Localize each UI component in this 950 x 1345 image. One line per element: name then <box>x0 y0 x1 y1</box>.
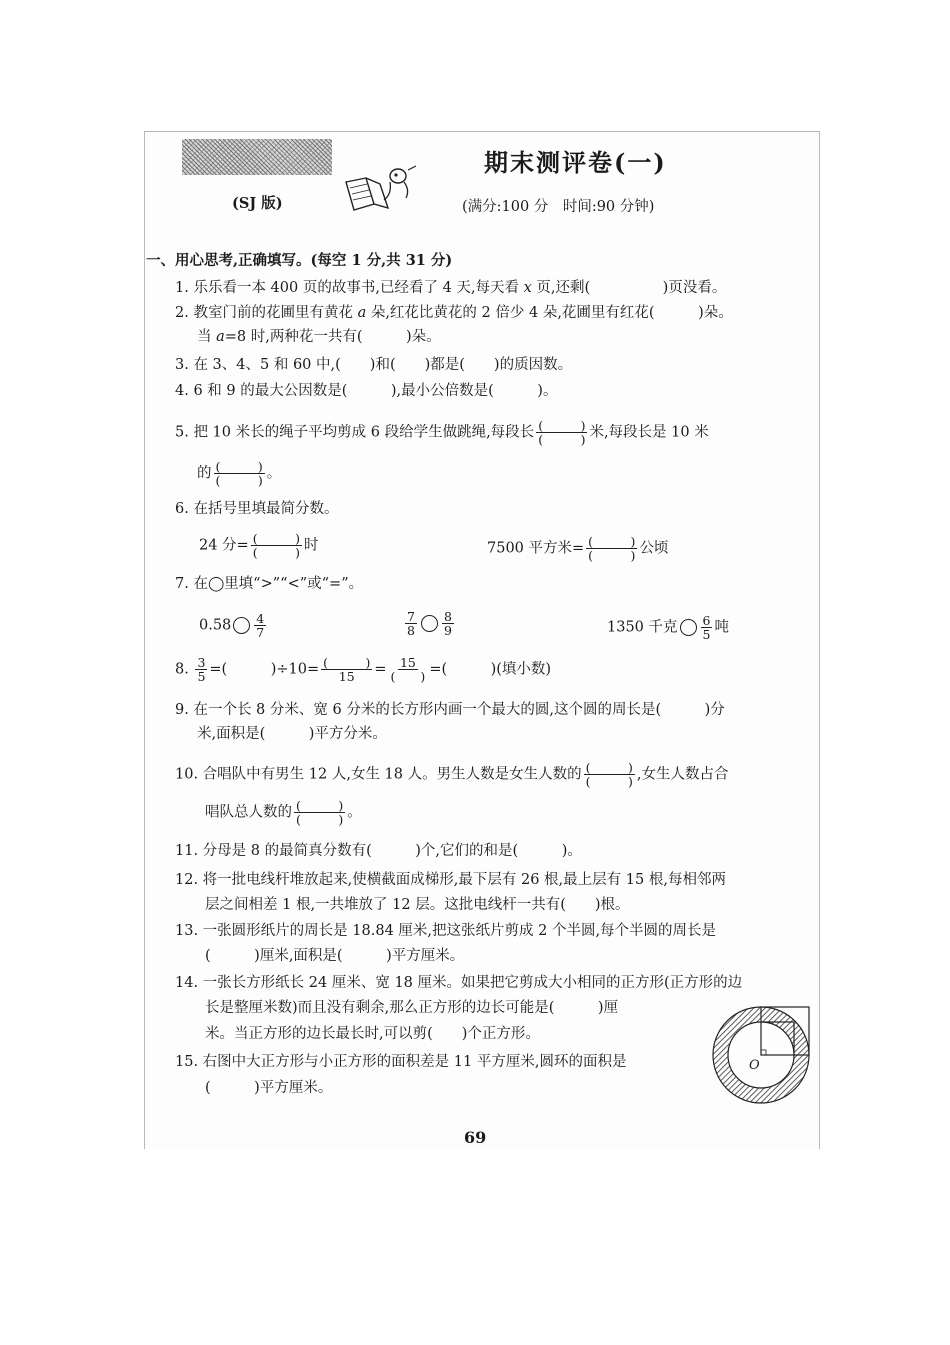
question-4: 4. 6 和 9 的最大公因数是( ),最小公倍数是( )。 <box>175 383 558 399</box>
question-5: 5. 把 10 米长的绳子平均剪成 6 段给学生做跳绳,每段长 $\frac{( )}{( )}$ 米,每段长是 10 米 <box>175 418 709 447</box>
question-6-a: 24 分= $\frac{( )}{( )}$ 时 <box>199 531 319 560</box>
question-9: 9. 在一个长 8 分米、宽 6 分米的长方形内画一个最大的圆,这个圆的周长是( )分 <box>175 702 725 718</box>
question-14: 14. 一张长方形纸长 24 厘米、宽 18 厘米。如果把它剪成大小相同的正方形(正方形的边 <box>175 975 743 991</box>
score-time-info: (满分:100 分 时间:90 分钟) <box>462 199 655 215</box>
compare-circle <box>421 615 438 632</box>
question-5-line-2: 的 $\frac{( )}{( )}$ 。 <box>197 459 282 488</box>
question-2: 2. 教室门前的花圃里有黄花 a 朵,红花比黄花的 2 倍少 4 朵,花圃里有红花( )朵。 <box>175 305 733 321</box>
question-6: 6. 在括号里填最简分数。 <box>175 501 339 517</box>
ring-square-figure <box>711 1005 811 1105</box>
question-13: 13. 一张圆形纸片的周长是 18.84 厘米,把这张纸片剪成 2 个半圆,每个半圆的周长是 <box>175 923 717 939</box>
question-8: 8. $\frac{3}{5}$ =( )÷10= $\frac{( )}{15}$ = $\frac{15}{( )}$ =( )(填小数) <box>175 655 552 684</box>
question-12-line-2: 层之间相差 1 根,一共堆放了 12 层。这批电线杆一共有( )根。 <box>205 897 630 913</box>
question-10-line-2: 唱队总人数的 $\frac{( )}{( )}$ 。 <box>205 798 362 827</box>
edition-label: (SJ 版) <box>232 195 283 212</box>
question-14-line-2: 长是整厘米数)而且没有剩余,那么正方形的边长可能是( )厘 <box>205 1000 619 1016</box>
question-3: 3. 在 3、4、5 和 60 中,( )和( )都是( )的质因数。 <box>175 357 573 373</box>
question-7-item-3: 1350 千克 $\frac{6}{5}$ 吨 <box>607 613 729 642</box>
question-11: 11. 分母是 8 的最简真分数有( )个,它们的和是( )。 <box>175 843 582 859</box>
page-number: 69 <box>464 1128 487 1147</box>
question-9-line-2: 米,面积是( )平方分米。 <box>197 726 387 742</box>
question-13-line-2: ( )厘米,面积是( )平方厘米。 <box>205 948 465 964</box>
book-reading-icon <box>340 164 420 216</box>
question-12: 12. 将一批电线杆堆放起来,使横截面成梯形,最下层有 26 根,最上层有 15 根,每相邻两 <box>175 872 726 888</box>
question-10: 10. 合唱队中有男生 12 人,女生 18 人。男生人数是女生人数的 $\frac{( )}{( )}$ ,女生人数占合 <box>175 760 729 789</box>
question-2-line-2: 当 a=8 时,两种花一共有( )朵。 <box>197 329 441 345</box>
question-7-item-2: $\frac{7}{8}$ $\frac{8}{9}$ <box>407 609 452 638</box>
center-label: O <box>749 1058 760 1073</box>
question-6-b: 7500 平方米= $\frac{( )}{( )}$ 公顷 <box>487 534 669 563</box>
compare-circle <box>233 617 250 634</box>
question-15: 15. 右图中大正方形与小正方形的面积差是 11 平方厘米,圆环的面积是 <box>175 1054 627 1070</box>
question-14-line-3: 米。当正方形的边长最长时,可以剪( )个正方形。 <box>205 1026 540 1042</box>
compare-circle <box>680 619 697 636</box>
question-7: 7. 在◯里填“>”“<”或“=”。 <box>175 576 364 592</box>
question-15-line-2: ( )平方厘米。 <box>205 1080 333 1096</box>
question-7-item-1: 0.58 $\frac{4}{7}$ <box>199 611 265 640</box>
fraction-blank: $\frac{( )}{( )}$ <box>538 418 586 447</box>
section-heading: 一、用心思考,正确填写。(每空 1 分,共 31 分) <box>146 252 453 269</box>
exam-title: 期末测评卷(一) <box>484 148 667 177</box>
fraction-blank: $\frac{( )}{( )}$ <box>215 459 263 488</box>
question-1: 1. 乐乐看一本 400 页的故事书,已经看了 4 天,每天看 x 页,还剩( )页没看。 <box>175 280 727 296</box>
publisher-logo <box>182 139 332 175</box>
